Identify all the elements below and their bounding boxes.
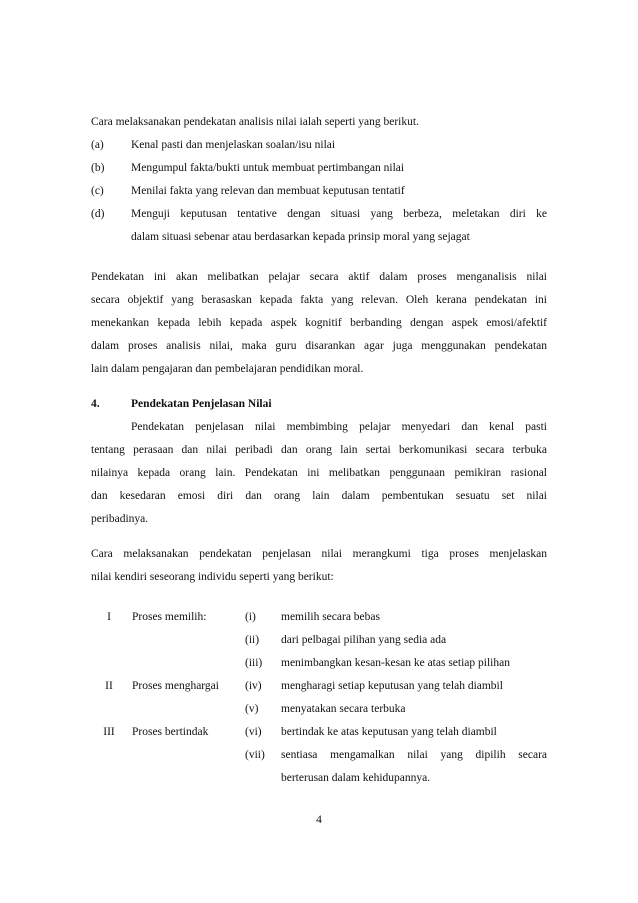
paragraph-line: dalam proses analisis nilai, maka guru disarankan agar juga menggunakan pendekatan <box>91 340 547 352</box>
table-cell-description: sentiasa mengamalkan nilai yang dipilih secara <box>281 749 547 761</box>
table-row <box>91 747 547 764</box>
table-cell-number: (i) <box>245 611 256 623</box>
table-cell-number: (v) <box>245 703 259 715</box>
table-cell-number: (iv) <box>245 680 262 692</box>
table-cell-description: menimbangkan kesan-kesan ke atas setiap pilihan <box>281 657 510 669</box>
list-item-text: Mengumpul fakta/bukti untuk membuat pertimbangan nilai <box>131 162 405 174</box>
table-cell-roman: III <box>103 726 115 738</box>
paragraph-line: secara objektif yang berasaskan kepada fakta yang relevan. Oleh kerana pendekatan ini <box>91 294 547 306</box>
paragraph-line: tentang perasaan dan nilai peribadi dan orang lain sertai berkomunikasi secara terbuka <box>91 444 547 456</box>
table-cell-number: (iii) <box>245 657 263 669</box>
table-row <box>91 701 547 718</box>
paragraph-line: nilainya kepada orang lain. Pendekatan ini melibatkan penggunaan pemikiran rasional <box>91 467 547 479</box>
paragraph-line: Pendekatan penjelasan nilai membimbing pelajar menyedari dan kenal pasti <box>131 421 547 433</box>
table-row <box>91 632 547 649</box>
list-item-text: Menguji keputusan tentative dengan situasi yang berbeza, meletakan diri ke <box>131 208 547 220</box>
table-cell-number: (vi) <box>245 726 262 738</box>
table-row <box>91 678 547 695</box>
table-cell-roman: II <box>105 680 113 692</box>
table-cell-process: Proses bertindak <box>132 726 209 738</box>
list-item-label: (a) <box>91 139 104 151</box>
table-cell-description: memilih secara bebas <box>281 611 380 623</box>
paragraph-line: peribadinya. <box>91 513 149 525</box>
paragraph-line: Pendekatan ini akan melibatkan pelajar secara aktif dalam proses menganalisis nilai <box>91 271 547 283</box>
list-item-text: dalam situasi sebenar atau berdasarkan kepada prinsip moral yang sejagat <box>131 231 470 243</box>
table-cell-number: (ii) <box>245 634 260 646</box>
table-cell-description: dari pelbagai pilihan yang sedia ada <box>281 634 447 646</box>
intro-text: Cara melaksanakan pendekatan analisis nilai ialah seperti yang berikut. <box>91 116 419 128</box>
table-cell-description: bertindak ke atas keputusan yang telah diambil <box>281 726 497 738</box>
list-item-label: (c) <box>91 185 104 197</box>
list-item-text: Kenal pasti dan menjelaskan soalan/isu nilai <box>131 139 336 151</box>
list-item-label: (b) <box>91 162 105 174</box>
paragraph-line: nilai kendiri seseorang individu seperti yang berikut: <box>91 571 334 583</box>
table-cell-description: menyatakan secara terbuka <box>281 703 406 715</box>
list-item-label: (d) <box>91 208 105 220</box>
paragraph-line: menekankan kepada lebih kepada aspek kognitif berbanding dengan aspek emosi/afektif <box>91 317 547 329</box>
table-row <box>91 609 547 626</box>
table-row <box>91 724 547 741</box>
table-row <box>91 655 547 672</box>
table-cell-roman: I <box>107 611 111 623</box>
section-title: Pendekatan Penjelasan Nilai <box>131 398 272 410</box>
paragraph-line: lain dalam pengajaran dan pembelajaran pendidikan moral. <box>91 363 364 375</box>
table-row <box>91 770 547 787</box>
list-item-text: Menilai fakta yang relevan dan membuat keputusan tentatif <box>131 185 405 197</box>
section-number: 4. <box>91 398 100 410</box>
table-cell-number: (vii) <box>245 749 265 761</box>
paragraph-line: Cara melaksanakan pendekatan penjelasan nilai merangkumi tiga proses menjelaskan <box>91 548 547 560</box>
paragraph-line: dan kesedaran emosi diri dan orang lain dalam pembentukan sesuatu set nilai <box>91 490 547 502</box>
page-number: 4 <box>316 814 322 826</box>
table-cell-description: berterusan dalam kehidupannya. <box>281 772 431 784</box>
table-cell-description: mengharagi setiap keputusan yang telah diambil <box>281 680 503 692</box>
table-cell-process: Proses menghargai <box>132 680 219 692</box>
table-cell-process: Proses memilih: <box>132 611 207 623</box>
